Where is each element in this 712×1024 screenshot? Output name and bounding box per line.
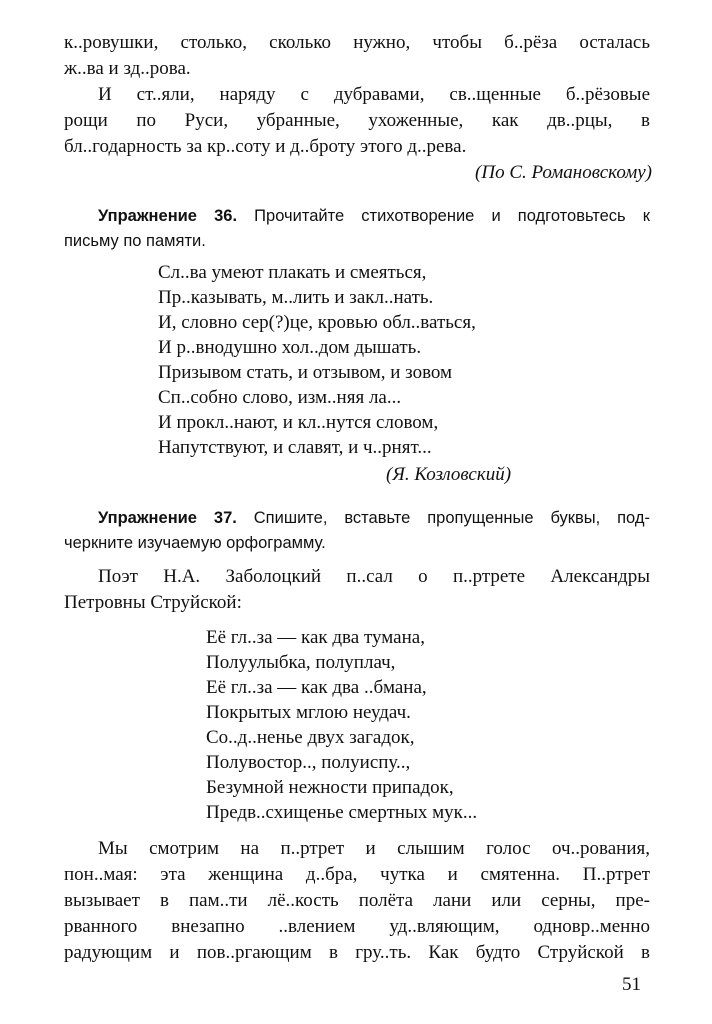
poem-line: Сл..ва умеют плакать и смеяться,: [158, 262, 427, 283]
intro-text-line: бл..годарность за кр..соту и д..броту этого д..рева.: [64, 136, 467, 157]
poem-line: И, словно сер(?)це, кровью обл..ваться,: [158, 312, 476, 333]
exercise-36-title: Упражнение 36.: [98, 207, 238, 225]
closing-text-line: вызывает в пам..ти лё..кость полёта лани или серны, пре-: [64, 890, 650, 911]
intro-attribution: (По С. Романовскому): [475, 162, 652, 183]
poem-line: Безумной нежности припадок,: [206, 777, 454, 798]
closing-text-line: пон..мая: эта женщина д..бра, чутка и смятенна. П..ртрет: [64, 864, 650, 885]
poem-line: Полуулыбка, полуплач,: [206, 652, 396, 673]
intro-text-line: И ст..яли, наряду с дубравами, св..щенные б..рёзовые: [98, 84, 650, 105]
exercise-36-instruction: [98, 207, 650, 226]
exercise-37-instruction: [98, 509, 650, 528]
poem-line: И р..внодушно хол..дом дышать.: [158, 337, 422, 358]
poem-line: Сп..собно слово, изм..няя ла...: [158, 387, 402, 408]
exercise-36-instruction-cont: письму по памяти.: [64, 232, 206, 250]
exercise-37-intro-line: Поэт Н.А. Заболоцкий п..сал о п..ртрете Александры: [98, 566, 650, 587]
poem-line: Предв..схищенье смертных мук...: [206, 802, 478, 823]
poem-line: И прокл..нают, и кл..нутся словом,: [158, 412, 439, 433]
poem-line: Покрытых мглою неудач.: [206, 702, 411, 723]
poem-line: Напутствуют, и славят, и ч..рнят...: [158, 437, 432, 458]
exercise-37-instruction-cont: черкните изучаемую орфограмму.: [64, 534, 326, 552]
poem-line: Призывом стать, и отзывом, и зовом: [158, 362, 453, 383]
poem-line: Со..д..ненье двух загадок,: [206, 727, 415, 748]
closing-text-line: Мы смотрим на п..ртрет и слышим голос оч..рования,: [98, 838, 650, 859]
exercise-37-instruction-text: Спишите, вставьте пропущенные буквы, под-: [253, 509, 650, 527]
exercise-36-attribution: (Я. Козловский): [386, 464, 512, 485]
closing-text-line: рванного внезапно ..влением уд..вляющим, одновр..менно: [64, 916, 650, 937]
poem-line: Её гл..за — как два тумана,: [206, 627, 425, 648]
poem-line: Её гл..за — как два ..бмана,: [206, 677, 427, 698]
exercise-37-title: Упражнение 37.: [98, 509, 237, 527]
page-number: 51: [622, 974, 641, 995]
poem-line: Пр..казывать, м..лить и закл..нать.: [158, 287, 434, 308]
intro-text-line: рощи по Руси, убранные, ухоженные, как дв..рцы, в: [64, 110, 650, 131]
intro-text-line: к..ровушки, столько, сколько нужно, чтобы б..рёза осталась: [64, 32, 650, 53]
exercise-37-intro-line: Петровны Струйской:: [64, 592, 242, 613]
poem-line: Полувостор.., полуиспу..,: [206, 752, 411, 773]
exercise-36-instruction-text: Прочитайте стихотворение и подготовьтесь к: [254, 207, 650, 225]
closing-text-line: радующим и пов..ргающим в гру..ть. Как будто Струйской в: [64, 942, 650, 963]
intro-text-line: ж..ва и зд..рова.: [64, 58, 191, 79]
